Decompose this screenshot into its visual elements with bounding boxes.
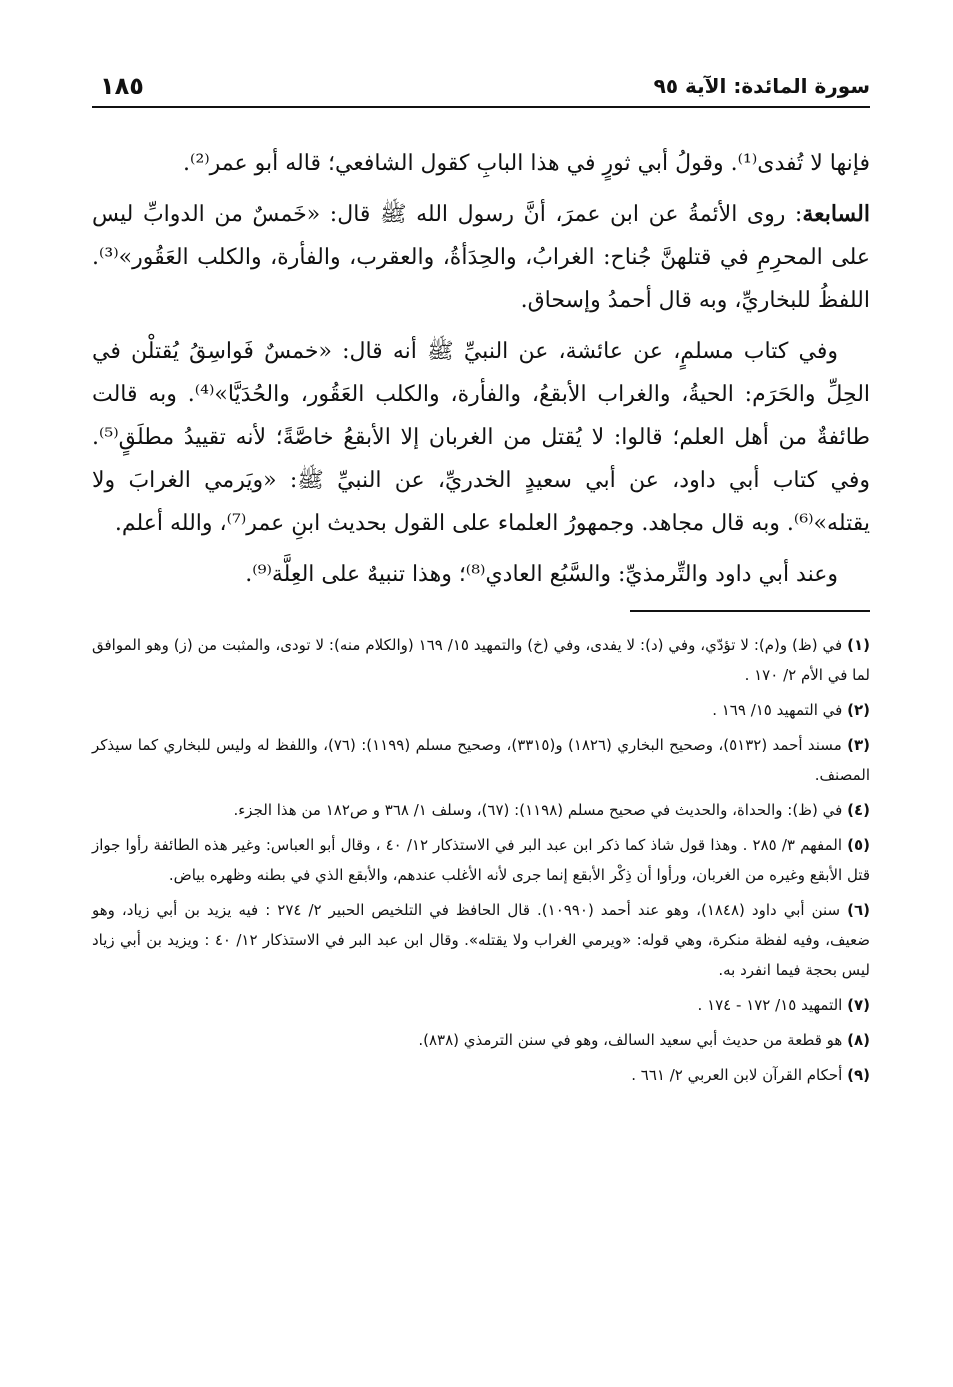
- footnote-text: سنن أبي داود (١٨٤٨)، وهو عند أحمد (١٠٩٩٠). قال الحافظ في التلخيص الحبير ٢/ ٢٧٤ : فيه يزيد بن أبي زياد، وهو ضعيف، وفيه لفظة منكرة، وهي قوله: «ويرمي الغراب ولا يقتله». وقال ابن عبد البر في الاستذكار ١٢/ ٤٠ : ويزيد بن أبي زياد ليس بحجة فيما انفرد به.: [92, 901, 870, 979]
- footnote-number: (٤): [847, 801, 870, 819]
- footnote-text: مسند أحمد (٥١٣٢)، وصحيح البخاري (١٨٢٦) و(٣٣١٥)، وصحيح مسلم (١١٩٩): (٧٦)، واللفظ له وليس للبخاري كما سيذكر المصنف.: [92, 736, 870, 784]
- footnote: [92, 1025, 870, 1055]
- paragraph-text: : روى الأئمةُ عن ابن عمرَ، أنَّ رسول الله ﷺ قال: «خَمسٌ من الدوابِّ ليس على المحرِمِ في قتلهنَّ جُناح: الغرابُ، والحِدَأةُ، والعقرب، والفأرة، والكلب العَقُور»⁽³⁾. اللفظُ للبخاريِّ، وبه قال أحمدُ وإسحاق.: [92, 202, 870, 313]
- footnote-text: في التمهيد ١٥/ ١٦٩ .: [712, 701, 843, 719]
- paragraph: [92, 193, 870, 322]
- running-title: سورة المائدة: الآية ٩٥: [653, 74, 870, 98]
- footnote-number: (٧): [847, 996, 870, 1014]
- footnote: [92, 990, 870, 1020]
- page-number: ١٨٥: [100, 72, 144, 100]
- footnotes: [92, 630, 870, 1090]
- footnote-number: (٨): [847, 1031, 870, 1049]
- footnote-text: هو قطعة من حديث أبي سعيد السالف، وهو في سنن الترمذي (٨٣٨).: [418, 1031, 843, 1049]
- paragraph: [92, 142, 870, 185]
- footnote-number: (٥): [847, 836, 870, 854]
- footnote-number: (٣): [847, 736, 870, 754]
- paragraph-text: فإنها لا تُفدى⁽¹⁾. وقولُ أبي ثورٍ في هذا البابِ كقول الشافعي؛ قاله أبو عمر⁽²⁾.: [183, 151, 870, 176]
- footnote: [92, 895, 870, 985]
- section-heading: السابعة: [802, 201, 870, 227]
- footnote-number: (٩): [847, 1066, 870, 1084]
- paragraph-text: وفي كتاب مسلمٍ، عن عائشة، عن النبيِّ ﷺ أنه قال: «خمسٌ فَواسِقُ يُقتلْن في الحِلِّ والحَرَم: الحيةُ، والغراب الأبقعُ، والفأرة، والكلب العَقُور، والحُدَيَّا»⁽⁴⁾. وبه قالت طائفةٌ من أهل العلم؛ قالوا: لا يُقتل من الغربان إلا الأبقعُ خاصَّةً؛ لأنه تقييدُ مطلَقٍ⁽⁵⁾. وفي كتاب أبي داود، عن أبي سعيدٍ الخدريِّ، عن النبيِّ ﷺ: «ويَرمي الغرابَ ولا يقتله»⁽⁶⁾. وبه قال مجاهد. وجمهورُ العلماء على القول بحديث ابنِ عمر⁽⁷⁾، والله أعلم.: [92, 339, 871, 536]
- footnote-text: التمهيد ١٥/ ١٧٢ - ١٧٤ .: [697, 996, 843, 1014]
- paragraph: [92, 330, 870, 545]
- book-page: [92, 70, 870, 1330]
- footnote: [92, 795, 870, 825]
- footnote: [92, 630, 870, 690]
- footnote-text: في (ظ): والحداة، والحديث في صحيح مسلم (١١٩٨): (٦٧)، وسلف ١/ ٣٦٨ و ص١٨٢ من هذا الجزء.: [233, 801, 843, 819]
- footnote: [92, 1060, 870, 1090]
- footnote-divider: [630, 610, 870, 612]
- footnote: [92, 695, 870, 725]
- paragraph-text: وعند أبي داود والتِّرمذيِّ: والسَّبُع العادي⁽⁸⁾؛ وهذا تنبيهٌ على العِلَّة⁽⁹⁾.: [245, 562, 838, 587]
- footnote-text: في (ظ) و(م): لا تؤدّي، وفي (د): لا يفدى، وفي (خ) والتمهيد ١٥/ ١٦٩ (والكلام منه): لا تودى، والمثبت من (ز) وهو الموافق لما في الأم ٢/ ١٧٠ .: [92, 636, 870, 684]
- main-text: [92, 142, 870, 596]
- footnote-text: أحكام القرآن لابن العربي ٢/ ٦٦١ .: [631, 1066, 843, 1084]
- paragraph: [92, 553, 870, 596]
- footnote-number: (١): [847, 636, 870, 654]
- footnote-number: (٢): [847, 701, 870, 719]
- footnote-text: المفهم ٣/ ٢٨٥ . وهذا قول شاذ كما ذكر ابن عبد البر في الاستذكار ١٢/ ٤٠ ، وقال أبو العباس: وغير هذه الطائفة رأوا جواز قتل الأبقع وغيره من الغربان، ورأوا أن ذِكْر الأبقع إنما جرى لأنه الأغلب عندهم، والأبقع الذي في بطنه وظهره بياض.: [92, 836, 870, 884]
- footnote: [92, 730, 870, 790]
- page-header: [92, 70, 870, 108]
- footnote-number: (٦): [847, 901, 870, 919]
- footnote: [92, 830, 870, 890]
